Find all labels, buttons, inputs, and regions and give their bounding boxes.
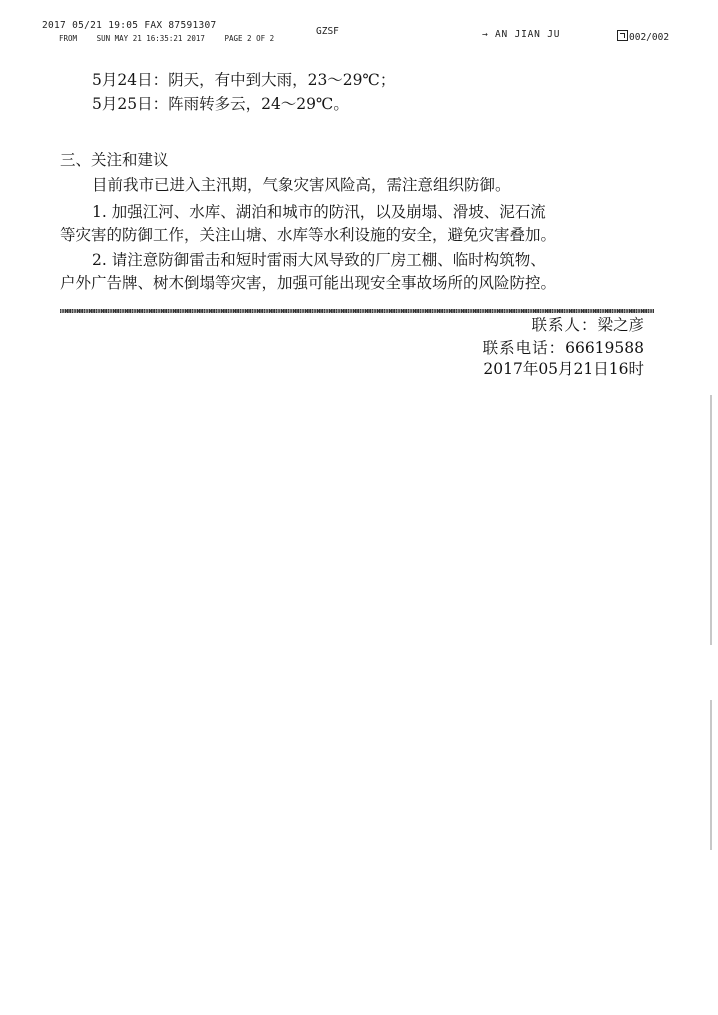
fax-from-datetime: SUN MAY 21 16:35:21 2017 [96, 34, 205, 43]
section-divider [60, 309, 654, 313]
fax-from-label: FROM [59, 34, 78, 43]
fax-sender-code: GZSF [316, 26, 339, 37]
fax-page-counter-text: 002/002 [629, 32, 670, 43]
intro-paragraph: 目前我市已进入主汛期，气象灾害风险高，需注意组织防御。 [92, 176, 511, 194]
recommendation-2-line-1: 2. 请注意防御雷击和短时雷雨大风导致的厂房工棚、临时构筑物、 [92, 251, 546, 269]
contact-person-label: 联系人： [531, 316, 598, 334]
forecast-day-1: 5月24日：阴天，有中到大雨，23～29℃； [92, 71, 396, 89]
section-heading: 三、关注和建议 [60, 151, 169, 169]
scan-artifact [710, 395, 712, 645]
contact-person [531, 318, 644, 334]
contact-phone-label: 联系电话： [482, 339, 566, 357]
scan-artifact [710, 700, 712, 850]
recommendation-1-line-1: 1. 加强江河、水库、湖泊和城市的防汛，以及崩塌、滑坡、泥石流 [92, 203, 546, 221]
fax-recipient: → AN JIAN JU [482, 29, 561, 40]
fax-header-from-line [59, 35, 274, 43]
contact-phone [483, 341, 644, 357]
fax-header-timestamp: 2017 05/21 19:05 FAX 87591307 [42, 20, 217, 31]
fax-page-counter [617, 30, 669, 43]
fax-page-of: PAGE 2 OF 2 [224, 34, 275, 43]
contact-person-name: 梁之彦 [597, 316, 644, 334]
contact-phone-number: 66619588 [565, 339, 644, 357]
recommendation-2-line-2: 户外广告牌、树木倒塌等灾害，加强可能出现安全事故场所的风险防控。 [60, 274, 557, 292]
issue-datetime: 2017年05月21日16时 [483, 360, 644, 378]
fax-page-icon [617, 30, 628, 41]
recommendation-1-line-2: 等灾害的防御工作，关注山塘、水库等水利设施的安全，避免灾害叠加。 [60, 226, 557, 244]
forecast-day-2: 5月25日：阵雨转多云，24～29℃。 [92, 95, 349, 113]
